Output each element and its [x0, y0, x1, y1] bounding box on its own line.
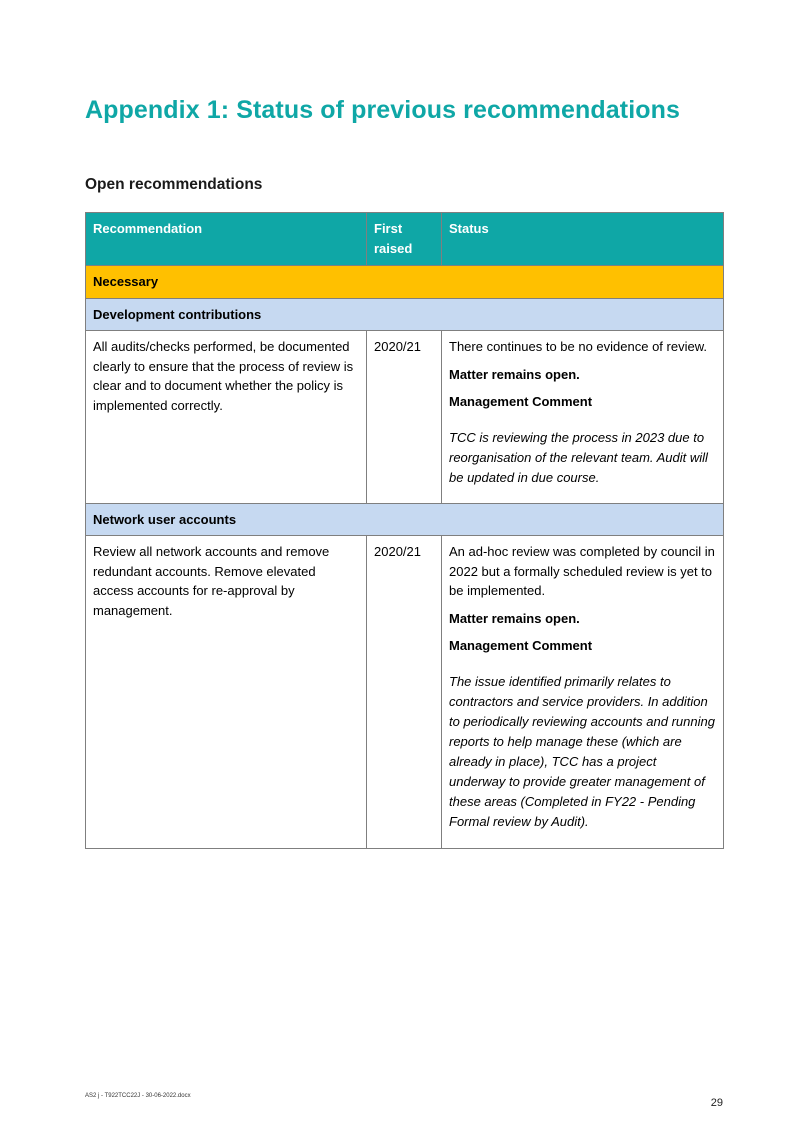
management-comment-heading: Management Comment [449, 638, 593, 653]
priority-label: Necessary [86, 266, 724, 299]
status-open: Matter remains open. [449, 610, 580, 626]
header-status: Status [442, 213, 724, 266]
subsection-heading: Network user accounts [86, 503, 724, 536]
table-header-row [86, 213, 724, 266]
recommendation-cell: All audits/checks performed, be documented clearly to ensure that the process of review is clear and to document whether the policy is implemented correctly. [86, 331, 367, 504]
status-text: There continues to be no evidence of review. [449, 339, 707, 354]
status-open: Matter remains open. [449, 366, 580, 382]
table-row [86, 536, 724, 849]
first-raised-cell: 2020/21 [367, 536, 442, 849]
status-text: An ad-hoc review was completed by council in 2022 but a formally scheduled review is yet to be implemented. [449, 544, 715, 598]
table-row [86, 331, 724, 504]
status-cell [442, 331, 724, 504]
first-raised-cell: 2020/21 [367, 331, 442, 504]
management-comment: TCC is reviewing the process in 2023 due to reorganisation of the relevant team. Audit will be updated in due course. [449, 429, 708, 485]
page-number: 29 [710, 1097, 723, 1109]
footer-document-reference: AS2 j - T922TCC22J - 30-06-2022.docx [85, 1093, 191, 1099]
subsection-heading: Development contributions [86, 298, 724, 331]
page-title: Appendix 1: Status of previous recommendations [85, 96, 680, 124]
subsection-row [86, 298, 724, 331]
subsection-row [86, 503, 724, 536]
recommendation-cell: Review all network accounts and remove redundant accounts. Remove elevated access accounts for re-approval by management. [86, 536, 367, 849]
section-title: Open recommendations [85, 176, 263, 193]
header-first-raised: First raised [367, 213, 442, 266]
header-recommendation: Recommendation [86, 213, 367, 266]
management-comment-heading: Management Comment [449, 394, 593, 409]
status-cell [442, 536, 724, 849]
priority-row [86, 266, 724, 299]
management-comment: The issue identified primarily relates to contractors and service providers. In addition to periodically reviewing accounts and running reports to help manage these (which are already in place), TCC has a project underway to provide greater management of these areas (Completed in FY22 - Pending Formal review by Audit). [449, 673, 715, 829]
recommendations-table [85, 212, 724, 849]
